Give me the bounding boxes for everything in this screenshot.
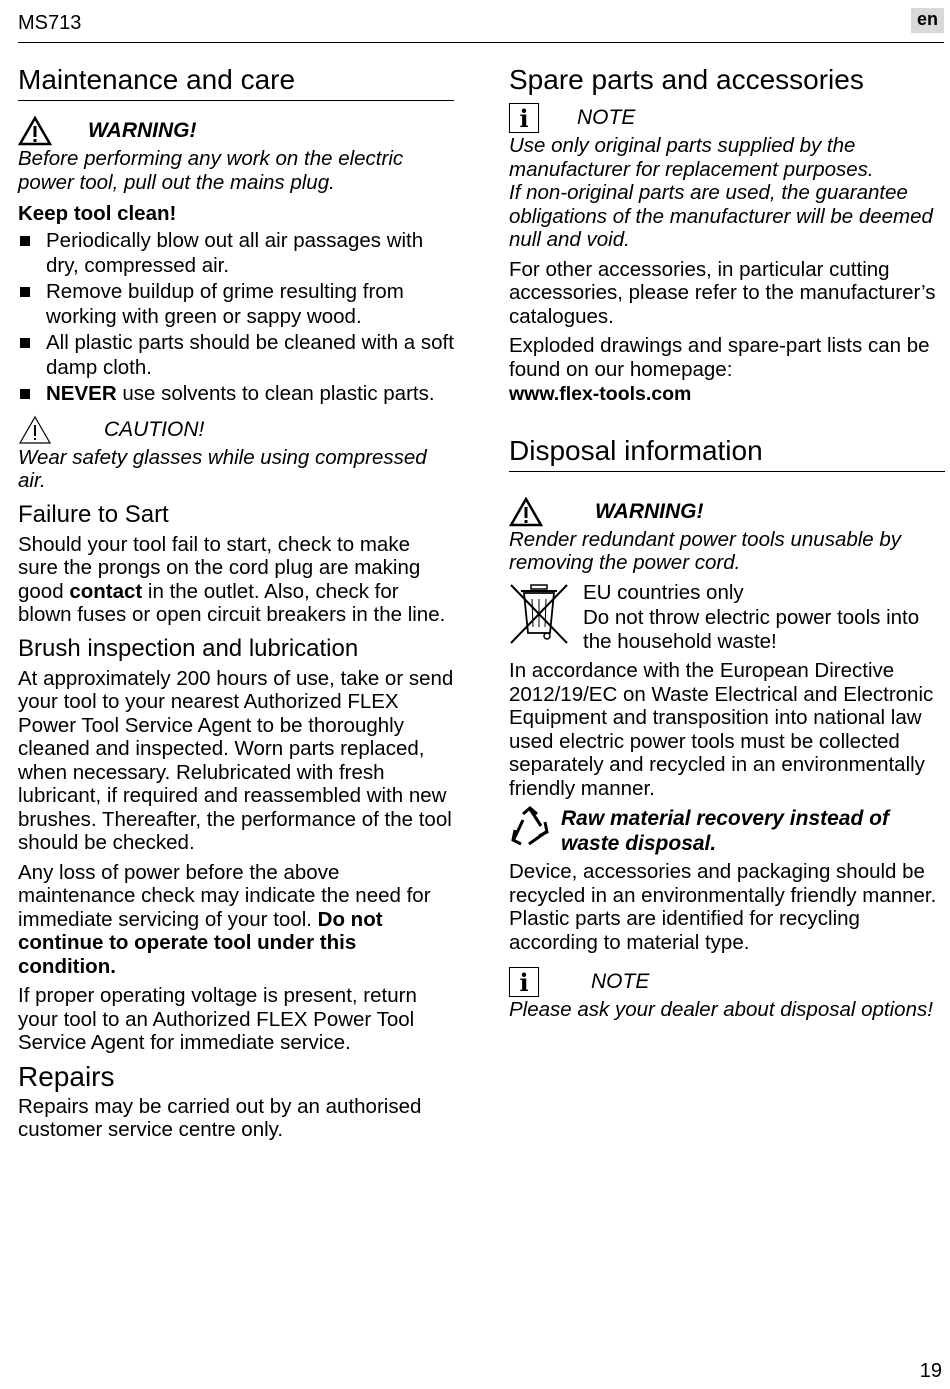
disposal-warning-signal — [509, 496, 945, 528]
exploded-text: Exploded drawings and spare-part lists can be found on our homepage: — [509, 334, 930, 381]
list-item-text: Remove buildup of grime resulting from working with green or sappy wood. — [46, 279, 404, 328]
note-text-2: If non-original parts are used, the guarantee obligations of the manufacturer will be deemed null and void. — [509, 181, 933, 251]
never-emphasis: NEVER — [46, 381, 117, 405]
eu-notice — [509, 581, 945, 660]
eu-line-1: EU countries only — [583, 580, 744, 604]
raw-material-label: Raw material recovery instead of waste disposal. — [561, 807, 889, 855]
model-name: MS713 — [18, 12, 82, 34]
note-text-1: Use only original parts supplied by the manufacturer for replacement purposes. — [509, 134, 874, 181]
brush-emphasis: Do not continue to operate tool under this condition. — [18, 907, 383, 978]
failure-emphasis: contact — [69, 579, 143, 603]
keep-clean-heading: Keep tool clean! — [18, 202, 177, 225]
brush-text-part: Any loss of power before the above maintenance check may indicate the need for immediate servicing of your tool. — [18, 860, 431, 931]
disposal-title: Disposal information — [509, 433, 945, 472]
failure-text-part: Should your tool fail to start, check to make sure the prongs on the cord plug are making good — [18, 532, 421, 603]
caution-text: Wear safety glasses while using compressed air. — [18, 445, 427, 492]
homepage-link[interactable]: www.flex-tools.com — [509, 383, 692, 405]
brush-title: Brush inspection and lubrication — [18, 634, 359, 662]
recycling-notice — [509, 806, 945, 856]
brush-paragraph-2 — [18, 861, 454, 979]
warning-triangle-icon — [509, 497, 543, 527]
caution-triangle-icon — [18, 415, 52, 445]
device-text: Device, accessories and packaging should be recycled in an environmentally friendly manner. Plastic parts are identified for recycling according to material type. — [509, 860, 937, 954]
recycle-icon — [509, 806, 551, 848]
list-item — [18, 279, 454, 329]
list-item — [18, 381, 454, 406]
note-signal-2 — [509, 966, 945, 998]
list-item-text: use solvents to clean plastic parts. — [116, 381, 435, 405]
brush-paragraph-3: If proper operating voltage is present, return your tool to an Authorized FLEX Power Tool Service Agent for immediate service. — [18, 984, 417, 1054]
directive-text: In accordance with the European Directive 2012/19/EC on Waste Electrical and Electronic Equipment and transposition into national law used electric power tools must be collected separately and recycled in an environmentally friendly manner. — [509, 659, 934, 800]
warning-triangle-icon — [18, 116, 52, 146]
note-label: NOTE — [577, 106, 636, 129]
info-icon: i — [509, 103, 539, 133]
failure-text — [18, 533, 454, 627]
spare-title: Spare parts and accessories — [509, 64, 864, 95]
cleaning-list — [18, 228, 454, 406]
bullet-icon — [20, 389, 30, 399]
eu-line-2: Do not throw electric power tools into the household waste! — [583, 606, 920, 653]
crossed-bin-icon — [509, 581, 569, 647]
accessories-text: For other accessories, in particular cutting accessories, please refer to the manufacturer’s catalogues. — [509, 257, 936, 328]
disposal-warning-label: WARNING! — [595, 499, 704, 523]
warning-text: Before performing any work on the electric power tool, pull out the mains plug. — [18, 147, 404, 194]
list-item-text: Periodically blow out all air passages with dry, compressed air. — [46, 228, 424, 277]
failure-text-part: in the outlet. Also, check for blown fuses or open circuit breakers in the line. — [18, 579, 446, 626]
caution-label: CAUTION! — [104, 417, 205, 441]
disposal-warning-text: Render redundant power tools unusable by removing the power cord. — [509, 527, 902, 574]
caution-signal — [18, 414, 454, 446]
note-signal — [509, 102, 945, 134]
note-text-3: Please ask your dealer about disposal options! — [509, 998, 933, 1021]
bullet-icon — [20, 338, 30, 348]
language-badge: en — [911, 8, 944, 33]
info-icon: i — [509, 967, 539, 997]
failure-title: Failure to Sart — [18, 500, 169, 528]
list-item — [18, 228, 454, 278]
list-item — [18, 330, 454, 380]
brush-paragraph-1: At approximately 200 hours of use, take or send your tool to your nearest Authorized FLEX Power Tool Service Agent to be thoroughly cleaned and inspected. Worn parts replaced, when necessary. Relubricated with fresh lubricant, if required and reassembled with new brushes. Thereafter, the performance of the tool should be checked. — [18, 666, 454, 854]
bullet-icon — [20, 287, 30, 297]
page-header — [18, 0, 944, 43]
repairs-text: Repairs may be carried out by an authorised customer service centre only. — [18, 1094, 422, 1141]
bullet-icon — [20, 236, 30, 246]
warning-signal — [18, 115, 454, 147]
note-label-2: NOTE — [591, 970, 650, 993]
left-column — [18, 62, 454, 1148]
warning-label: WARNING! — [88, 119, 197, 142]
repairs-title: Repairs — [18, 1060, 115, 1092]
right-column — [509, 62, 945, 1028]
maintenance-title: Maintenance and care — [18, 62, 454, 101]
list-item-text: All plastic parts should be cleaned with a soft damp cloth. — [46, 330, 454, 379]
page-number: 19 — [919, 1360, 942, 1382]
